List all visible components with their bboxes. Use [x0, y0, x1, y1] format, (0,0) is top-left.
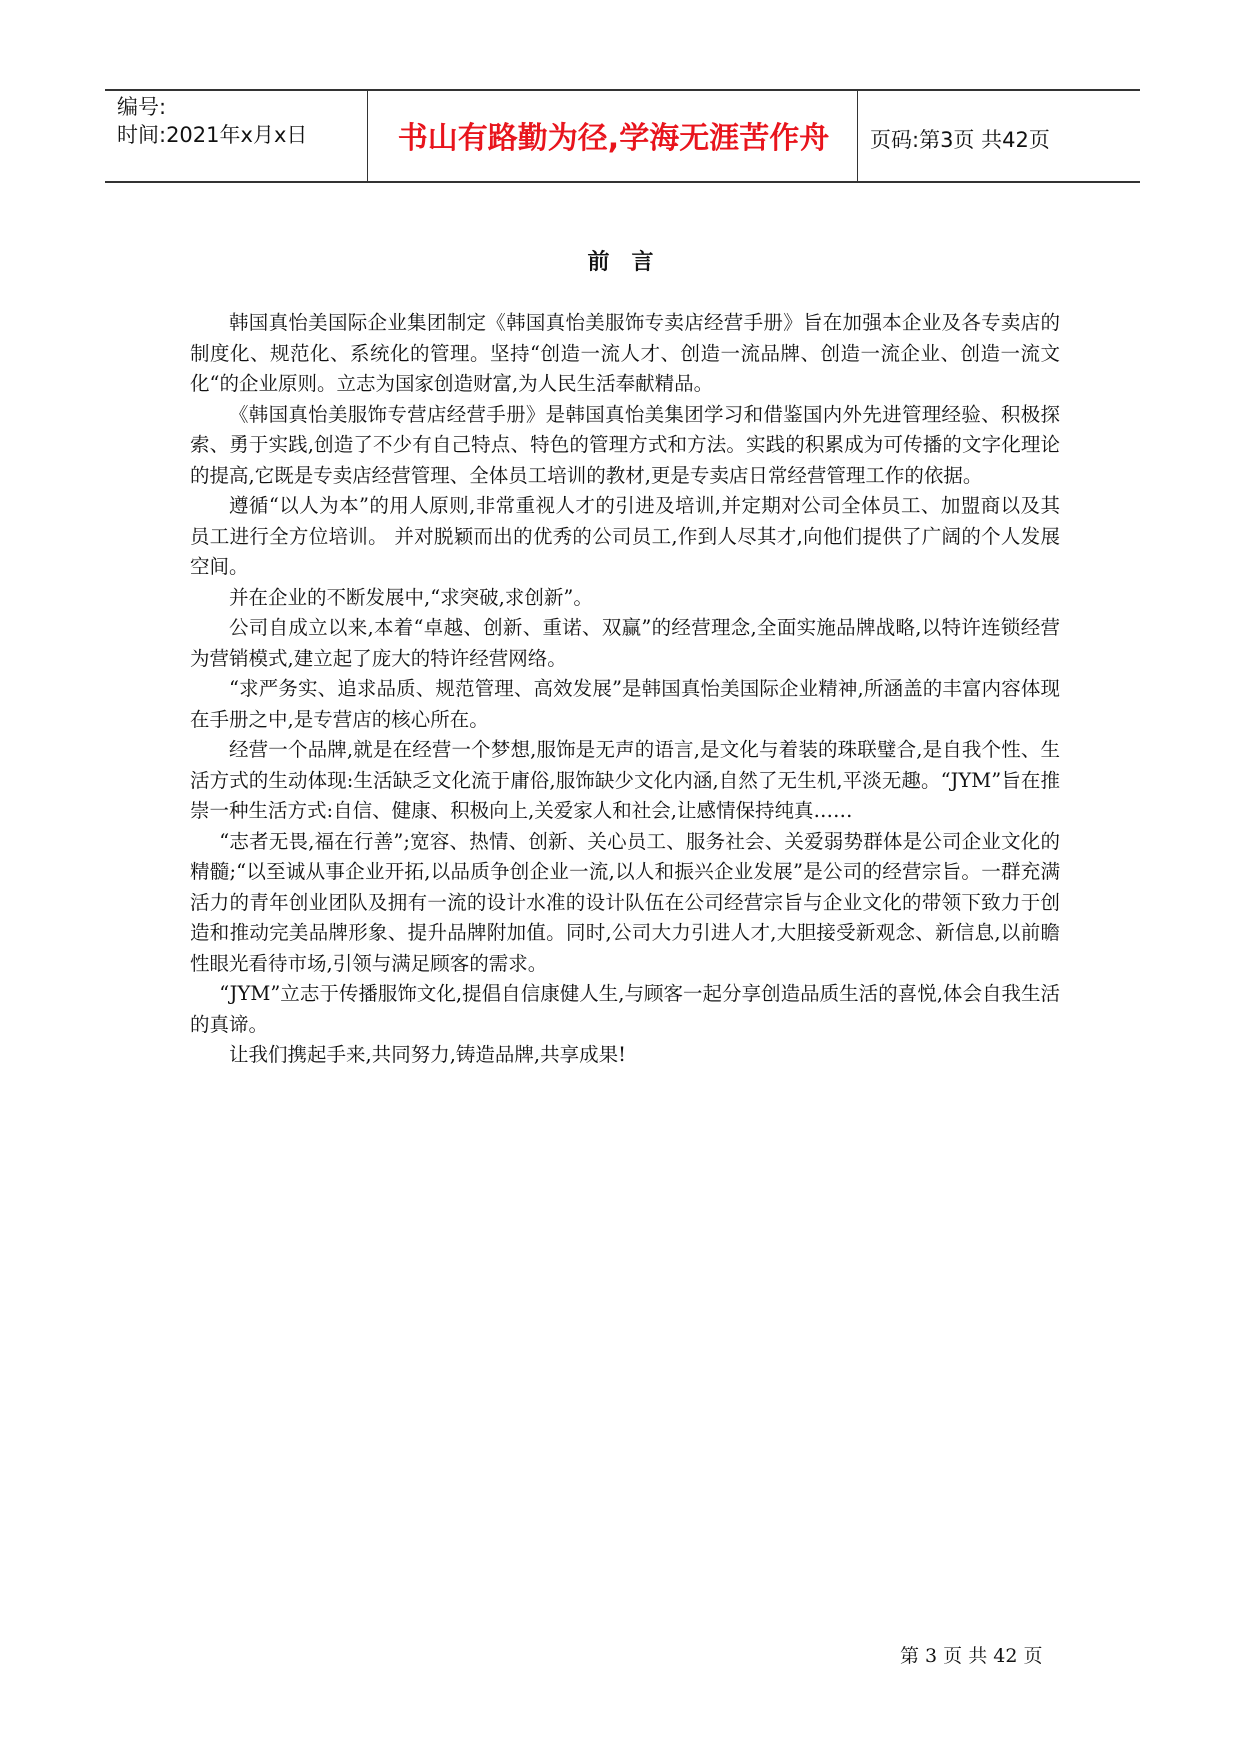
paragraph: 《韩国真怡美服饰专营店经营手册》是韩国真怡美集团学习和借鉴国内外先进管理经验、积极探索、勇于实践,创造了不少有自己特点、特色的管理方式和方法。实践的积累成为可传播的文字化理论的提高,它既是专卖店经营管理、全体员工培训的教材,更是专卖店日常经营管理工作的依据。 — [190, 402, 1060, 487]
page-header — [105, 89, 1140, 183]
header-page-number: 页码:第3页 共42页 — [870, 128, 1050, 152]
header-meta — [117, 93, 307, 149]
header-divider-right — [857, 91, 858, 183]
page-footer: 第 3 页 共 42 页 — [900, 1645, 1043, 1667]
header-divider-left — [367, 91, 368, 183]
paragraph: “求严务实、追求品质、规范管理、高效发展”是韩国真怡美国际企业精神,所涵盖的丰富内容体现在手册之中,是专营店的核心所在。 — [190, 677, 1060, 731]
paragraph: 并在企业的不断发展中,“求突破,求创新”。 — [229, 585, 593, 609]
paragraph: “JYM”立志于传播服饰文化,提倡自信康健人生,与顾客一起分享创造品质生活的喜悦,体会自我生活的真谛。 — [190, 982, 1060, 1036]
paragraph: “志者无畏,福在行善”;宽容、热情、创新、关心员工、服务社会、关爱弱势群体是公司企业文化的精髓;“以至诚从事企业开拓,以品质争创企业一流,以人和振兴企业发展”是公司的经营宗旨。一群充满活力的青年创业团队及拥有一流的设计水准的设计队伍在公司经营宗旨与企业文化的带领下致力于创造和推动完美品牌形象、提升品牌附加值。同时,公司大力引进人才,大胆接受新观念、新信息,以前瞻性眼光看待市场,引领与满足顾客的需求。 — [190, 829, 1060, 975]
date-label: 时间:2021年x月x日 — [117, 123, 308, 147]
paragraph: 遵循“以人为本”的用人原则,非常重视人才的引进及培训,并定期对公司全体员工、加盟商以及其员工进行全方位培训。 并对脱颖而出的优秀的公司员工,作到人尽其才,向他们提供了广阔的个人发展空间。 — [190, 494, 1060, 578]
paragraph: 经营一个品牌,就是在经营一个梦想,服饰是无声的语言,是文化与着装的珠联璧合,是自我个性、生活方式的生动体现:生活缺乏文化流于庸俗,服饰缺少文化内涵,自然了无生机,平淡无趣。“JYM”旨在推崇一种生活方式:自信、健康、积极向上,关爱家人和社会,让感情保持纯真…… — [190, 738, 1060, 822]
document-title: 前言 — [587, 249, 676, 275]
paragraph: 让我们携起手来,共同努力,铸造品牌,共享成果! — [229, 1043, 626, 1066]
document-body — [190, 308, 1060, 1071]
paragraph: 公司自成立以来,本着“卓越、创新、重诺、双赢”的经营理念,全面实施品牌战略,以特许连锁经营为营销模式,建立起了庞大的特许经营网络。 — [190, 616, 1060, 670]
header-motto: 书山有路勤为径,学海无涯苦作舟 — [397, 121, 830, 156]
paragraph: 韩国真怡美国际企业集团制定《韩国真怡美服饰专卖店经营手册》旨在加强本企业及各专卖店的制度化、规范化、系统化的管理。坚持“创造一流人才、创造一流品牌、创造一流企业、创造一流文化“的企业原则。立志为国家创造财富,为人民生活奉献精品。 — [190, 311, 1060, 395]
serial-number-label: 编号: — [117, 95, 167, 119]
